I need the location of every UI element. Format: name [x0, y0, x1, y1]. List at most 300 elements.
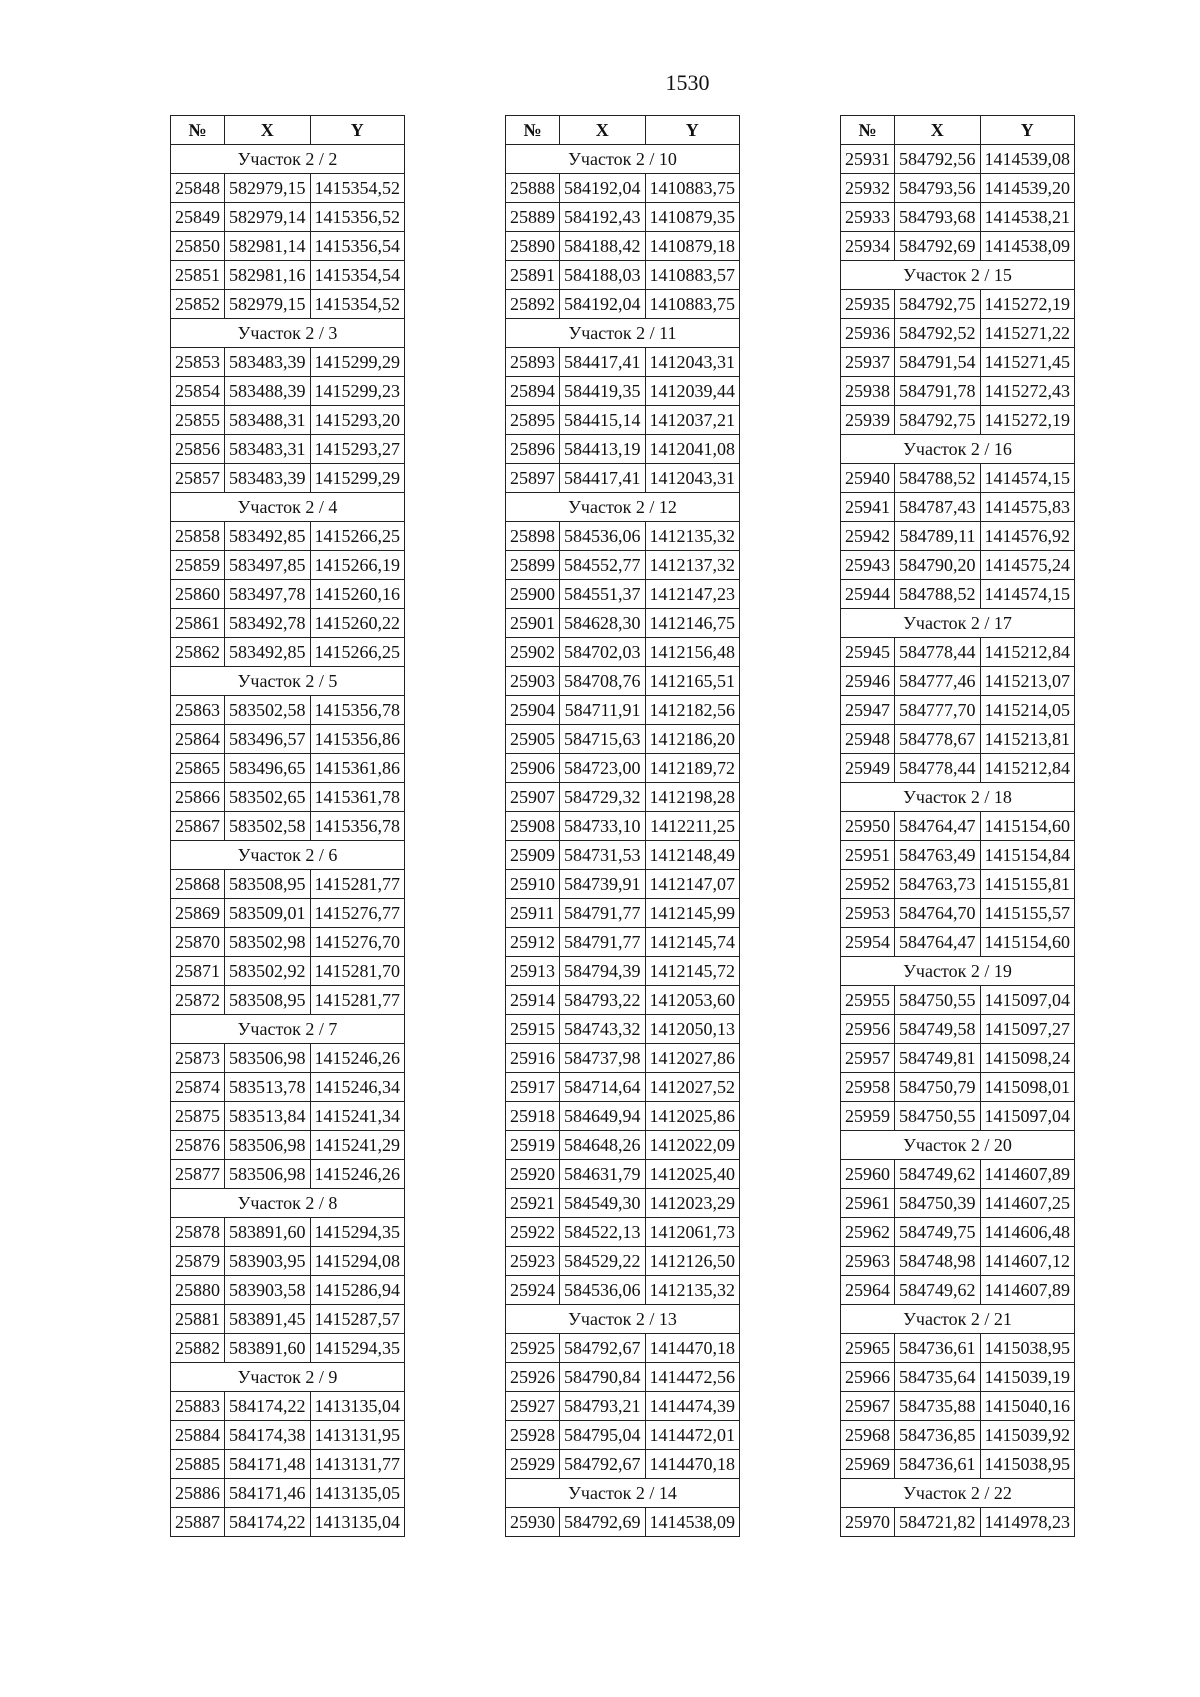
- table-row: [171, 1247, 405, 1276]
- table-row: [506, 406, 740, 435]
- y-coordinate: 1415354,52: [310, 174, 405, 203]
- coordinate-table-2: [505, 115, 740, 1537]
- table-row: [171, 1392, 405, 1421]
- x-coordinate: 584714,64: [560, 1073, 646, 1102]
- table-row: [841, 464, 1075, 493]
- x-coordinate: 584192,04: [560, 290, 646, 319]
- y-coordinate: 1415356,78: [310, 812, 405, 841]
- point-number: 25880: [171, 1276, 225, 1305]
- point-number: 25909: [506, 841, 560, 870]
- y-coordinate: 1413135,04: [310, 1392, 405, 1421]
- section-row: [506, 1305, 740, 1334]
- y-coordinate: 1414607,89: [980, 1276, 1075, 1305]
- x-coordinate: 583508,95: [225, 986, 311, 1015]
- y-coordinate: 1414470,18: [645, 1334, 740, 1363]
- y-coordinate: 1412061,73: [645, 1218, 740, 1247]
- x-coordinate: 584792,52: [895, 319, 981, 348]
- point-number: 25895: [506, 406, 560, 435]
- y-coordinate: 1415294,08: [310, 1247, 405, 1276]
- table-row: [841, 986, 1075, 1015]
- x-coordinate: 584649,94: [560, 1102, 646, 1131]
- y-coordinate: 1415354,52: [310, 290, 405, 319]
- table-row: [841, 1247, 1075, 1276]
- x-coordinate: 583497,85: [225, 551, 311, 580]
- x-coordinate: 584417,41: [560, 348, 646, 377]
- point-number: 25884: [171, 1421, 225, 1450]
- x-coordinate: 584749,58: [895, 1015, 981, 1044]
- y-coordinate: 1410883,57: [645, 261, 740, 290]
- table-row: [171, 870, 405, 899]
- x-coordinate: 583502,65: [225, 783, 311, 812]
- table-row: [171, 522, 405, 551]
- table-row: [841, 522, 1075, 551]
- table-row: [506, 783, 740, 812]
- x-coordinate: 584750,55: [895, 1102, 981, 1131]
- y-coordinate: 1412135,32: [645, 522, 740, 551]
- table-row: [506, 638, 740, 667]
- table-row: [841, 1450, 1075, 1479]
- table-row: [171, 754, 405, 783]
- y-coordinate: 1415097,27: [980, 1015, 1075, 1044]
- point-number: 25938: [841, 377, 895, 406]
- y-coordinate: 1415038,95: [980, 1334, 1075, 1363]
- x-coordinate: 583502,58: [225, 812, 311, 841]
- point-number: 25887: [171, 1508, 225, 1537]
- section-row: [841, 1479, 1075, 1508]
- x-coordinate: 583903,95: [225, 1247, 311, 1276]
- table-row: [171, 783, 405, 812]
- y-coordinate: 1415154,60: [980, 928, 1075, 957]
- table-row: [506, 754, 740, 783]
- x-coordinate: 584415,14: [560, 406, 646, 435]
- table-row: [841, 1015, 1075, 1044]
- y-coordinate: 1415361,78: [310, 783, 405, 812]
- x-coordinate: 584793,56: [895, 174, 981, 203]
- section-row: [841, 957, 1075, 986]
- x-coordinate: 583891,60: [225, 1218, 311, 1247]
- x-coordinate: 584174,22: [225, 1508, 311, 1537]
- y-coordinate: 1412050,13: [645, 1015, 740, 1044]
- y-coordinate: 1414607,89: [980, 1160, 1075, 1189]
- point-number: 25942: [841, 522, 895, 551]
- y-coordinate: 1412135,32: [645, 1276, 740, 1305]
- table-row: [841, 1073, 1075, 1102]
- y-coordinate: 1413135,04: [310, 1508, 405, 1537]
- x-coordinate: 584552,77: [560, 551, 646, 580]
- point-number: 25898: [506, 522, 560, 551]
- table-row: [171, 1160, 405, 1189]
- point-number: 25890: [506, 232, 560, 261]
- x-coordinate: 583492,85: [225, 638, 311, 667]
- y-coordinate: 1412126,50: [645, 1247, 740, 1276]
- x-coordinate: 584174,38: [225, 1421, 311, 1450]
- section-title: Участок 2 / 18: [841, 783, 1075, 812]
- x-coordinate: 584763,73: [895, 870, 981, 899]
- table-row: [506, 696, 740, 725]
- section-title: Участок 2 / 4: [171, 493, 405, 522]
- y-coordinate: 1412147,23: [645, 580, 740, 609]
- section-title: Участок 2 / 10: [506, 145, 740, 174]
- section-title: Участок 2 / 19: [841, 957, 1075, 986]
- table-row: [506, 1421, 740, 1450]
- point-number: 25860: [171, 580, 225, 609]
- point-number: 25947: [841, 696, 895, 725]
- section-row: [506, 145, 740, 174]
- x-coordinate: 584188,42: [560, 232, 646, 261]
- table-row: [841, 638, 1075, 667]
- table-row: [506, 522, 740, 551]
- y-coordinate: 1415271,22: [980, 319, 1075, 348]
- x-coordinate: 583483,31: [225, 435, 311, 464]
- x-coordinate: 584791,77: [560, 928, 646, 957]
- section-row: [506, 1479, 740, 1508]
- y-coordinate: 1412145,99: [645, 899, 740, 928]
- point-number: 25922: [506, 1218, 560, 1247]
- header-x: X: [895, 116, 981, 145]
- table-row: [841, 1392, 1075, 1421]
- point-number: 25915: [506, 1015, 560, 1044]
- table-row: [506, 1508, 740, 1537]
- point-number: 25874: [171, 1073, 225, 1102]
- table-row: [506, 1247, 740, 1276]
- point-number: 25963: [841, 1247, 895, 1276]
- y-coordinate: 1414978,23: [980, 1508, 1075, 1537]
- x-coordinate: 584748,98: [895, 1247, 981, 1276]
- table-row: [506, 986, 740, 1015]
- y-coordinate: 1412039,44: [645, 377, 740, 406]
- point-number: 25870: [171, 928, 225, 957]
- table-row: [841, 841, 1075, 870]
- y-coordinate: 1414574,15: [980, 580, 1075, 609]
- point-number: 25863: [171, 696, 225, 725]
- y-coordinate: 1410879,18: [645, 232, 740, 261]
- y-coordinate: 1415299,29: [310, 464, 405, 493]
- table-row: [506, 580, 740, 609]
- x-coordinate: 584792,67: [560, 1334, 646, 1363]
- point-number: 25936: [841, 319, 895, 348]
- coordinate-table-1: [170, 115, 405, 1537]
- table-row: [506, 1363, 740, 1392]
- table-row: [841, 725, 1075, 754]
- header-y: Y: [645, 116, 740, 145]
- y-coordinate: 1414538,09: [645, 1508, 740, 1537]
- y-coordinate: 1415354,54: [310, 261, 405, 290]
- section-row: [171, 145, 405, 174]
- table-row: [841, 812, 1075, 841]
- x-coordinate: 583508,95: [225, 870, 311, 899]
- y-coordinate: 1412189,72: [645, 754, 740, 783]
- table-row: [171, 290, 405, 319]
- x-coordinate: 584763,49: [895, 841, 981, 870]
- x-coordinate: 584794,39: [560, 957, 646, 986]
- x-coordinate: 584536,06: [560, 1276, 646, 1305]
- table-row: [841, 290, 1075, 319]
- x-coordinate: 584791,78: [895, 377, 981, 406]
- table-row: [841, 232, 1075, 261]
- y-coordinate: 1412137,32: [645, 551, 740, 580]
- y-coordinate: 1415299,23: [310, 377, 405, 406]
- section-row: [841, 261, 1075, 290]
- table-row: [171, 1479, 405, 1508]
- point-number: 25926: [506, 1363, 560, 1392]
- table-row: [506, 261, 740, 290]
- y-coordinate: 1415272,43: [980, 377, 1075, 406]
- table-row: [171, 1305, 405, 1334]
- table-row: [506, 1189, 740, 1218]
- x-coordinate: 584792,75: [895, 406, 981, 435]
- table-row: [171, 464, 405, 493]
- point-number: 25877: [171, 1160, 225, 1189]
- x-coordinate: 584735,88: [895, 1392, 981, 1421]
- x-coordinate: 584739,91: [560, 870, 646, 899]
- point-number: 25853: [171, 348, 225, 377]
- x-coordinate: 583509,01: [225, 899, 311, 928]
- table-row: [171, 348, 405, 377]
- x-coordinate: 583496,57: [225, 725, 311, 754]
- table-row: [171, 725, 405, 754]
- y-coordinate: 1415361,86: [310, 754, 405, 783]
- table-row: [171, 435, 405, 464]
- table-row: [841, 348, 1075, 377]
- x-coordinate: 584790,20: [895, 551, 981, 580]
- point-number: 25866: [171, 783, 225, 812]
- table-row: [841, 1363, 1075, 1392]
- table-row: [506, 1450, 740, 1479]
- x-coordinate: 583488,39: [225, 377, 311, 406]
- x-coordinate: 584708,76: [560, 667, 646, 696]
- y-coordinate: 1415098,01: [980, 1073, 1075, 1102]
- x-coordinate: 584549,30: [560, 1189, 646, 1218]
- y-coordinate: 1415281,70: [310, 957, 405, 986]
- table-row: [841, 1421, 1075, 1450]
- x-coordinate: 584715,63: [560, 725, 646, 754]
- point-number: 25930: [506, 1508, 560, 1537]
- section-title: Участок 2 / 22: [841, 1479, 1075, 1508]
- section-title: Участок 2 / 9: [171, 1363, 405, 1392]
- table-row: [841, 174, 1075, 203]
- point-number: 25861: [171, 609, 225, 638]
- x-coordinate: 583513,84: [225, 1102, 311, 1131]
- header-number: №: [841, 116, 895, 145]
- table-row: [171, 1131, 405, 1160]
- table-row: [171, 1276, 405, 1305]
- point-number: 25929: [506, 1450, 560, 1479]
- x-coordinate: 583502,92: [225, 957, 311, 986]
- y-coordinate: 1412037,21: [645, 406, 740, 435]
- table-row: [841, 406, 1075, 435]
- y-coordinate: 1415212,84: [980, 638, 1075, 667]
- y-coordinate: 1415356,54: [310, 232, 405, 261]
- point-number: 25871: [171, 957, 225, 986]
- point-number: 25932: [841, 174, 895, 203]
- x-coordinate: 584792,69: [895, 232, 981, 261]
- y-coordinate: 1415287,57: [310, 1305, 405, 1334]
- x-coordinate: 583502,58: [225, 696, 311, 725]
- table-row: [506, 203, 740, 232]
- point-number: 25858: [171, 522, 225, 551]
- table-row: [506, 1392, 740, 1421]
- section-row: [171, 493, 405, 522]
- header-number: №: [171, 116, 225, 145]
- y-coordinate: 1415281,77: [310, 870, 405, 899]
- point-number: 25859: [171, 551, 225, 580]
- point-number: 25873: [171, 1044, 225, 1073]
- section-row: [171, 319, 405, 348]
- x-coordinate: 584764,47: [895, 812, 981, 841]
- point-number: 25927: [506, 1392, 560, 1421]
- point-number: 25941: [841, 493, 895, 522]
- x-coordinate: 584792,75: [895, 290, 981, 319]
- table-row: [171, 609, 405, 638]
- point-number: 25940: [841, 464, 895, 493]
- table-row: [841, 319, 1075, 348]
- y-coordinate: 1412043,31: [645, 464, 740, 493]
- y-coordinate: 1415272,19: [980, 406, 1075, 435]
- x-coordinate: 583483,39: [225, 348, 311, 377]
- y-coordinate: 1410883,75: [645, 174, 740, 203]
- x-coordinate: 584750,55: [895, 986, 981, 1015]
- point-number: 25949: [841, 754, 895, 783]
- y-coordinate: 1415293,27: [310, 435, 405, 464]
- section-row: [171, 841, 405, 870]
- x-coordinate: 583497,78: [225, 580, 311, 609]
- y-coordinate: 1412156,48: [645, 638, 740, 667]
- y-coordinate: 1412043,31: [645, 348, 740, 377]
- point-number: 25849: [171, 203, 225, 232]
- point-number: 25864: [171, 725, 225, 754]
- y-coordinate: 1412025,86: [645, 1102, 740, 1131]
- point-number: 25896: [506, 435, 560, 464]
- y-coordinate: 1414470,18: [645, 1450, 740, 1479]
- table-row: [841, 1044, 1075, 1073]
- table-row: [171, 1073, 405, 1102]
- x-coordinate: 584791,77: [560, 899, 646, 928]
- header-y: Y: [980, 116, 1075, 145]
- x-coordinate: 584789,11: [895, 522, 981, 551]
- point-number: 25855: [171, 406, 225, 435]
- y-coordinate: 1415266,19: [310, 551, 405, 580]
- y-coordinate: 1415246,34: [310, 1073, 405, 1102]
- x-coordinate: 584413,19: [560, 435, 646, 464]
- table-row: [506, 1015, 740, 1044]
- table-row: [506, 1276, 740, 1305]
- x-coordinate: 583496,65: [225, 754, 311, 783]
- table-row: [841, 1102, 1075, 1131]
- point-number: 25970: [841, 1508, 895, 1537]
- x-coordinate: 584749,62: [895, 1276, 981, 1305]
- header-number: №: [506, 116, 560, 145]
- point-number: 25878: [171, 1218, 225, 1247]
- point-number: 25945: [841, 638, 895, 667]
- section-title: Участок 2 / 3: [171, 319, 405, 348]
- coordinate-table-3: [840, 115, 1075, 1537]
- y-coordinate: 1414607,12: [980, 1247, 1075, 1276]
- header-row: [841, 116, 1075, 145]
- point-number: 25914: [506, 986, 560, 1015]
- x-coordinate: 582979,15: [225, 290, 311, 319]
- point-number: 25879: [171, 1247, 225, 1276]
- table-row: [841, 1218, 1075, 1247]
- point-number: 25952: [841, 870, 895, 899]
- y-coordinate: 1415213,07: [980, 667, 1075, 696]
- point-number: 25964: [841, 1276, 895, 1305]
- point-number: 25885: [171, 1450, 225, 1479]
- point-number: 25857: [171, 464, 225, 493]
- x-coordinate: 584778,67: [895, 725, 981, 754]
- table-row: [171, 1450, 405, 1479]
- table-row: [171, 551, 405, 580]
- point-number: 25933: [841, 203, 895, 232]
- point-number: 25937: [841, 348, 895, 377]
- point-number: 25850: [171, 232, 225, 261]
- table-row: [171, 957, 405, 986]
- x-coordinate: 584648,26: [560, 1131, 646, 1160]
- y-coordinate: 1414472,56: [645, 1363, 740, 1392]
- x-coordinate: 584631,79: [560, 1160, 646, 1189]
- x-coordinate: 584171,48: [225, 1450, 311, 1479]
- x-coordinate: 584192,04: [560, 174, 646, 203]
- y-coordinate: 1414538,21: [980, 203, 1075, 232]
- table-row: [506, 232, 740, 261]
- point-number: 25953: [841, 899, 895, 928]
- y-coordinate: 1412053,60: [645, 986, 740, 1015]
- table-row: [841, 580, 1075, 609]
- table-row: [506, 1073, 740, 1102]
- x-coordinate: 584792,69: [560, 1508, 646, 1537]
- table-row: [506, 348, 740, 377]
- point-number: 25934: [841, 232, 895, 261]
- x-coordinate: 584171,46: [225, 1479, 311, 1508]
- point-number: 25862: [171, 638, 225, 667]
- table-row: [841, 1276, 1075, 1305]
- x-coordinate: 584749,62: [895, 1160, 981, 1189]
- x-coordinate: 584750,39: [895, 1189, 981, 1218]
- point-number: 25928: [506, 1421, 560, 1450]
- section-row: [841, 609, 1075, 638]
- point-number: 25906: [506, 754, 560, 783]
- y-coordinate: 1415097,04: [980, 986, 1075, 1015]
- x-coordinate: 583506,98: [225, 1160, 311, 1189]
- point-number: 25876: [171, 1131, 225, 1160]
- point-number: 25868: [171, 870, 225, 899]
- x-coordinate: 583903,58: [225, 1276, 311, 1305]
- y-coordinate: 1414575,83: [980, 493, 1075, 522]
- table-row: [171, 812, 405, 841]
- point-number: 25917: [506, 1073, 560, 1102]
- x-coordinate: 582981,16: [225, 261, 311, 290]
- header-x: X: [225, 116, 311, 145]
- x-coordinate: 584174,22: [225, 1392, 311, 1421]
- point-number: 25888: [506, 174, 560, 203]
- point-number: 25965: [841, 1334, 895, 1363]
- y-coordinate: 1414474,39: [645, 1392, 740, 1421]
- table-row: [171, 1102, 405, 1131]
- x-coordinate: 584777,70: [895, 696, 981, 725]
- x-coordinate: 584188,03: [560, 261, 646, 290]
- y-coordinate: 1415294,35: [310, 1334, 405, 1363]
- x-coordinate: 584736,61: [895, 1334, 981, 1363]
- x-coordinate: 584733,10: [560, 812, 646, 841]
- y-coordinate: 1413135,05: [310, 1479, 405, 1508]
- point-number: 25891: [506, 261, 560, 290]
- y-coordinate: 1412186,20: [645, 725, 740, 754]
- table-row: [841, 203, 1075, 232]
- header-x: X: [560, 116, 646, 145]
- x-coordinate: 584788,52: [895, 464, 981, 493]
- point-number: 25894: [506, 377, 560, 406]
- y-coordinate: 1415260,22: [310, 609, 405, 638]
- x-coordinate: 584749,75: [895, 1218, 981, 1247]
